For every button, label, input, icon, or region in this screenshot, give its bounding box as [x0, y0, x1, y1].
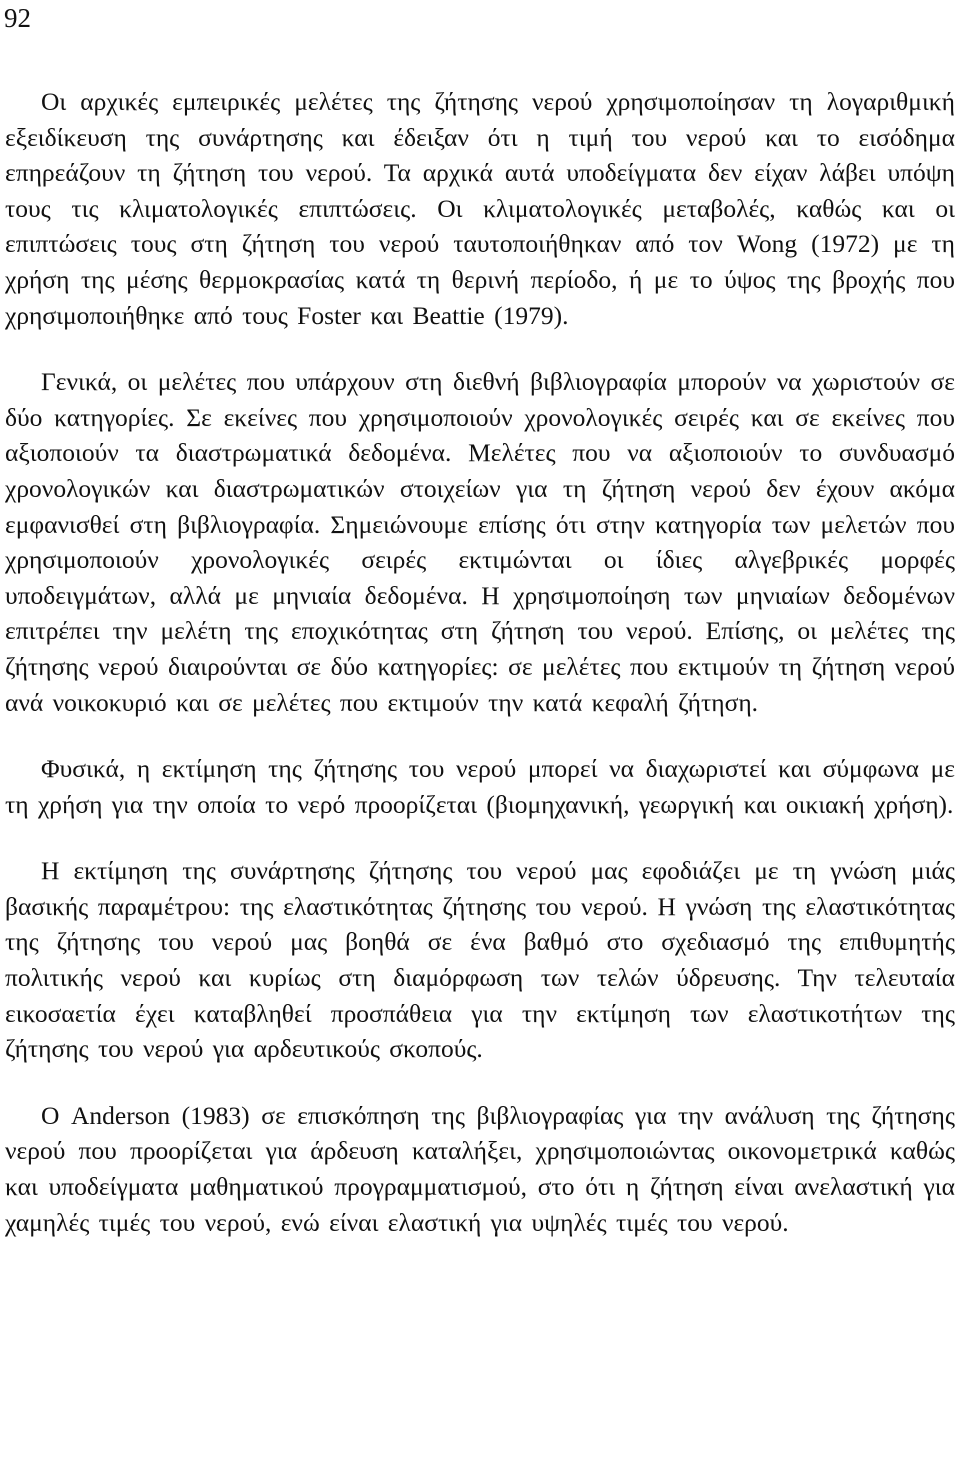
paragraph-5: Ο Anderson (1983) σε επισκόπηση της βιβλιογραφίας για την ανάλυση της ζήτησης νερού που προορίζεται για άρδευση καταλήξει, χρησιμοποιώντας οικονομετρικά καθώς και υποδείγματα μαθηματικού προγραμματισμού, στο ότι η ζήτηση είναι ανελαστική για χαμηλές τιμές του νερού, ενώ είναι ελαστική για υψηλές τιμές του νερού. — [5, 1100, 955, 1237]
paragraph-1: Οι αρχικές εμπειρικές μελέτες της ζήτησης νερού χρησιμοποίησαν τη λογαριθμική εξειδίκευση της συνάρτησης και έδειξαν ότι η τιμή του νερού και το εισόδημα επηρεάζουν τη ζήτηση του νερού. Τα αρχικά αυτά υποδείγματα δεν είχαν λάβει υπόψη τους τις κλιματολογικές επιπτώσεις. Οι κλιματολογικές μεταβολές, καθώς και οι επιπτώσεις τους στη ζήτηση του νερού ταυτοποιήθηκαν από τον Wong (1972) με τη χρήση της μέσης θερμοκρασίας κατά τη θερινή περίοδο, ή με το ύψος της βροχής που χρησιμοποιήθηκε από τους Foster και Beattie (1979). — [5, 87, 955, 330]
document-body — [5, 84, 955, 1240]
page-number: 92 — [4, 3, 31, 33]
paragraph-2: Γενικά, οι μελέτες που υπάρχουν στη διεθνή βιβλιογραφία μπορούν να χωριστούν σε δύο κατηγορίες. Σε εκείνες που χρησιμοποιούν χρονολογικές σειρές και σε εκείνες που αξιοποιούν τα διαστρωματικά δεδομένα. Μελέτες που να αξιοποιούν το συνδυασμό χρονολογικών και διαστρωματικών στοιχείων για τη ζήτηση νερού δεν έχουν ακόμα εμφανισθεί στη βιβλιογραφία. Σημειώνουμε επίσης ότι στην κατηγορία των μελετών που χρησιμοποιούν χρονολογικές σειρές εκτιμώνται οι ίδιες αλγεβρικές μορφές υποδειγμάτων, αλλά με μηνιαία δεδομένα. Η χρησιμοποίηση των μηνιαίων δεδομένων επιτρέπει την μελέτη της εποχικότητας στη ζήτηση του νερού. Επίσης, οι μελέτες της ζήτησης νερού διαιρούνται σε δύο κατηγορίες: σε μελέτες που εκτιμούν τη ζήτηση νερού ανά νοικοκυριό και σε μελέτες που εκτιμούν την κατά κεφαλή ζήτηση. — [5, 367, 955, 717]
paragraph-4: Η εκτίμηση της συνάρτησης ζήτησης του νερού μας εφοδιάζει με τη γνώση μιάς βασικής παραμέτρου: της ελαστικότητας ζήτησης του νερού. Η γνώση της ελαστικότητας της ζήτησης του νερού μας βοηθά σε ένα βαθμό στο σχεδιασμό της επιθυμητής πολιτικής νερού και κυρίως στη διαμόρφωση των τελών ύδρευσης. Την τελευταία εικοσαετία έχει καταβληθεί προσπάθεια για την εκτίμηση των ελαστικοτήτων της ζήτησης του νερού για αρδευτικούς σκοπούς. — [5, 856, 955, 1064]
paragraph-3: Φυσικά, η εκτίμηση της ζήτησης του νερού μπορεί να διαχωριστεί και σύμφωνα με τη χρήση για την οποία το νερό προορίζεται (βιομηχανική, γεωργική και οικιακή χρήση). — [5, 754, 955, 819]
